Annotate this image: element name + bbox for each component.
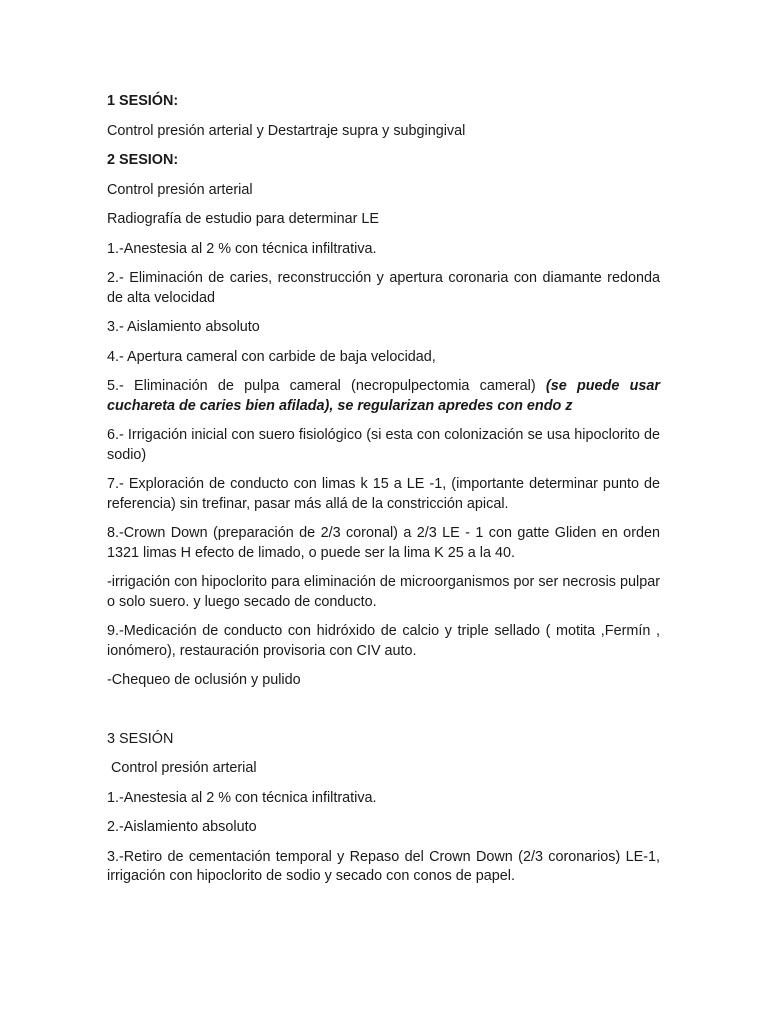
session2-line-4: 2.- Eliminación de caries, reconstrucción y apertura coronaria con diamante redonda de alta velocidad: [107, 270, 660, 306]
session2-item-5-plain: 5.- Eliminación de pulpa cameral (necropulpectomia cameral): [107, 378, 546, 394]
session2-line-8: 7.- Exploración de conducto con limas k 15 a LE -1, (importante determinar punto de referencia) sin trefinar, pasar más allá de la constricción apical.: [107, 476, 660, 512]
session2-line-5: 3.- Aislamiento absoluto: [107, 319, 260, 335]
session3-heading: 3 SESIÓN: [107, 730, 174, 747]
session3-line-3: 2.-Aislamiento absoluto: [107, 819, 257, 835]
session2-line-2: Radiografía de estudio para determinar LE: [107, 211, 379, 227]
session1-heading: 1 SESIÓN:: [107, 93, 179, 109]
session2-item-5-emphasis: (se puede usar cuchareta de caries bien afilada), se regularizan apredes con endo z: [107, 378, 661, 414]
document-body: [107, 92, 660, 897]
session3-line-2: 1.-Anestesia al 2 % con técnica infiltrativa.: [107, 789, 377, 806]
session2-line-3: 1.-Anestesia al 2 % con técnica infiltrativa.: [107, 240, 377, 257]
session2-line-12: -Chequeo de oclusión y pulido: [107, 672, 301, 688]
session2-heading: 2 SESION:: [107, 152, 179, 168]
session2-line-10: -irrigación con hipoclorito para eliminación de microorganismos por ser necrosis pulpar o solo suero. y luego secado de conducto.: [107, 574, 660, 610]
session2-line-11: 9.-Medicación de conducto con hidróxido de calcio y triple sellado ( motita ,Fermín , ionómero), restauración provisoria con CIV auto.: [107, 623, 660, 659]
section-spacer: [107, 701, 660, 730]
session2-line-1: Control presión arterial: [107, 181, 253, 198]
session2-line-7: 6.- Irrigación inicial con suero fisiológico (si esta con colonización se usa hipoclorito de sodio): [107, 427, 660, 463]
session1-line-1: Control presión arterial y Destartraje supra y subgingival: [107, 122, 466, 139]
session2-line-9: 8.-Crown Down (preparación de 2/3 coronal) a 2/3 LE - 1 con gatte Gliden en orden 1321 limas H efecto de limado, o puede ser la lima K 25 a la 40.: [107, 525, 660, 561]
session3-line-4: 3.-Retiro de cementación temporal y Repaso del Crown Down (2/3 coronarios) LE-1, irrigación con hipoclorito de sodio y secado con conos de papel.: [107, 848, 660, 884]
session3-line-1: Control presión arterial: [111, 760, 257, 776]
session2-line-6: 4.- Apertura cameral con carbide de baja velocidad,: [107, 348, 436, 365]
session2-item-5: [107, 377, 660, 416]
